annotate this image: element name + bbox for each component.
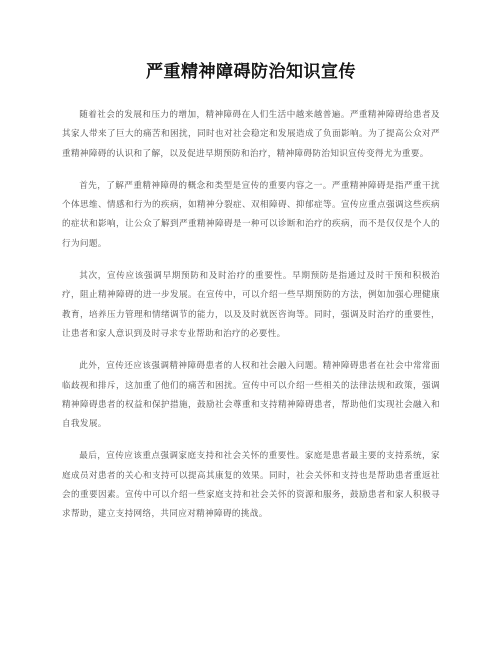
paragraph-human-rights: 此外，宣传还应该强调精神障碍患者的人权和社会融入问题。精神障碍患者在社会中常常面临歧视和排斥，这加重了他们的痛苦和困扰。宣传中可以介绍一些相关的法律法规和政策，强调精神障碍患者的权益和保护措施，鼓励社会尊重和支持精神障碍患者，帮助他们实现社会融入和自我发展。	[62, 361, 440, 430]
document-title: 严重精神障碍防治知识宣传	[146, 62, 356, 82]
paragraph-family-support: 最后，宣传应该重点强调家庭支持和社会关怀的重要性。家庭是患者最主要的支持系统，家庭成员对患者的关心和支持可以提高其康复的效果。同时，社会关怀和支持也是帮助患者重返社会的重要因素。宣传中可以介绍一些家庭支持和社会关怀的资源和服务，鼓励患者和家人积极寻求帮助，建立支持网络，共同应对精神障碍的挑战。	[62, 451, 440, 520]
paragraph-early-prevention: 其次，宣传应该强调早期预防和及时治疗的重要性。早期预防是指通过及时干预和积极治疗，阻止精神障碍的进一步发展。在宣传中，可以介绍一些早期预防的方法，例如加强心理健康教育，培养压力管理和情绪调节的能力，以及及时就医咨询等。同时，强调及时治疗的重要性，让患者和家人意识到及时寻求专业帮助和治疗的必要性。	[62, 271, 440, 339]
paragraph-concepts: 首先，了解严重精神障碍的概念和类型是宣传的重要内容之一。严重精神障碍是指严重干扰个体思维、情感和行为的疾病，如精神分裂症、双相障碍、抑郁症等。宣传应重点强调这些疾病的症状和影响，让公众了解到严重精神障碍是一种可以诊断和治疗的疾病，而不是仅仅是个人的行为问题。	[62, 180, 440, 249]
paragraph-intro: 随着社会的发展和压力的增加，精神障碍在人们生活中越来越普遍。严重精神障碍给患者及其家人带来了巨大的痛苦和困扰，同时也对社会稳定和发展造成了负面影响。为了提高公众对严重精神障碍的认识和了解，以及促进早期预防和治疗，精神障碍防治知识宣传变得尤为重要。	[62, 110, 440, 159]
